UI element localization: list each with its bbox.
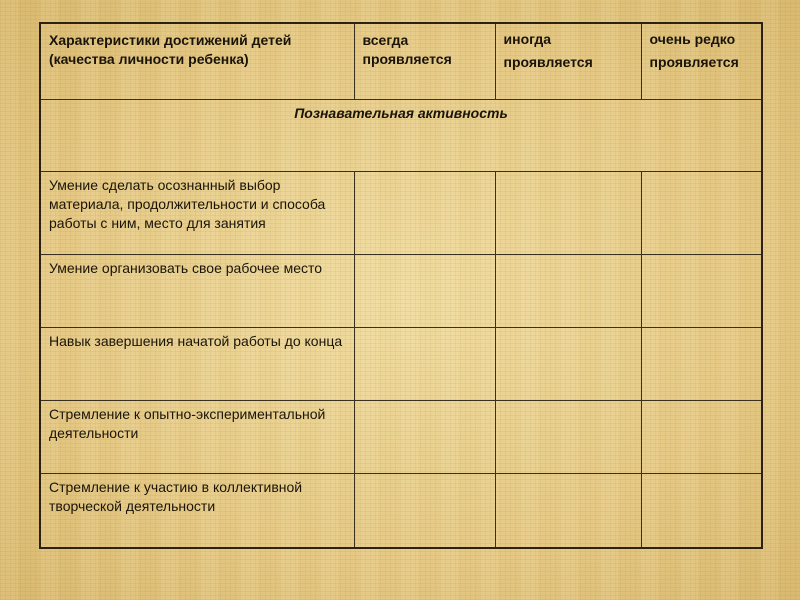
section-title: Познавательная активность — [40, 99, 762, 171]
achievements-table — [39, 22, 763, 549]
header-sometimes-line2: проявляется — [503, 54, 593, 70]
rarely-cell[interactable] — [641, 327, 762, 400]
rarely-cell[interactable] — [641, 254, 762, 327]
always-cell[interactable] — [354, 171, 495, 254]
header-rarely — [641, 23, 762, 99]
header-sometimes — [495, 23, 641, 99]
sometimes-cell[interactable] — [495, 171, 641, 254]
criterion-cell: Стремление к участию в коллективной творческой деятельности — [40, 473, 354, 548]
table-row — [40, 473, 762, 548]
table-row — [40, 171, 762, 254]
always-cell[interactable] — [354, 254, 495, 327]
table-header-row — [40, 23, 762, 99]
rarely-cell[interactable] — [641, 171, 762, 254]
criterion-cell: Умение организовать свое рабочее место — [40, 254, 354, 327]
sometimes-cell[interactable] — [495, 254, 641, 327]
criterion-cell: Навык завершения начатой работы до конца — [40, 327, 354, 400]
header-always-label: всегда проявляется — [362, 32, 452, 67]
header-criteria — [40, 23, 354, 99]
sometimes-cell[interactable] — [495, 400, 641, 473]
header-rarely-line1: очень редко — [649, 31, 736, 47]
always-cell[interactable] — [354, 473, 495, 548]
table-row — [40, 254, 762, 327]
table-row — [40, 400, 762, 473]
header-sometimes-line1: иногда — [503, 31, 552, 47]
header-rarely-line2: проявляется — [649, 54, 739, 70]
criterion-cell: Умение сделать осознанный выбор материала, продолжительности и способа работы с ним, место для занятия — [40, 171, 354, 254]
always-cell[interactable] — [354, 400, 495, 473]
rarely-cell[interactable] — [641, 400, 762, 473]
header-criteria-label: Характеристики достижений детей (качества личности ребенка) — [49, 32, 292, 67]
criterion-cell: Стремление к опытно-экспериментальной деятельности — [40, 400, 354, 473]
sometimes-cell[interactable] — [495, 473, 641, 548]
table-row — [40, 327, 762, 400]
always-cell[interactable] — [354, 327, 495, 400]
sometimes-cell[interactable] — [495, 327, 641, 400]
rarely-cell[interactable] — [641, 473, 762, 548]
section-row — [40, 99, 762, 171]
header-always — [354, 23, 495, 99]
